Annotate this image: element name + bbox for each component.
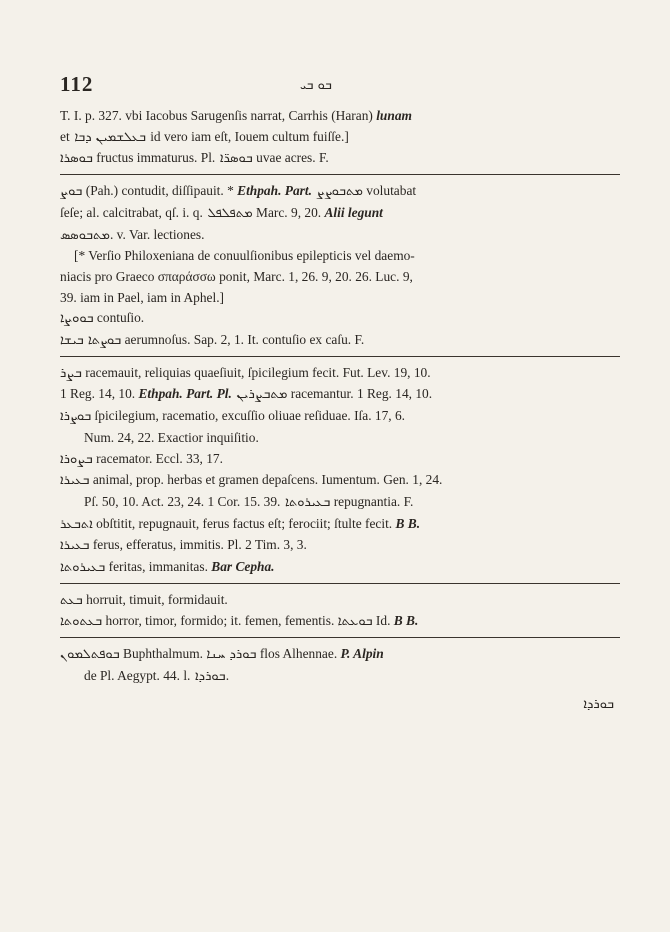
text-run: F. [354,332,365,348]
syriac-word: ܒܘܦܬܠܡܘܢ [60,647,120,663]
text-line-l13 [60,384,620,406]
syriac-word: ܒܥܝܪܘܬܐ [280,494,331,510]
page-body [60,106,620,715]
text-run: cultum fuiſſe.] [268,128,349,144]
text-run: fructus immaturus. [92,150,201,166]
syriac-word: ܒܥܝܪܘܬܐ [60,560,106,576]
text-run: . [225,667,230,683]
running-head: ܒܘ ܒܝ [300,78,332,93]
text-run: femen, fementis. [241,613,338,629]
text-run: uvae acres. [252,150,319,166]
entry-separator-rule [60,174,620,175]
text-run: obſtitit, repugnauit, ferus factus eſt; ferociit; ſtulte fecit. [92,515,396,531]
text-run: [* Verſio Philoxeniana de conuulſionibus epilepticis vel daemo- [74,248,415,264]
text-run: F. [318,150,329,166]
text-line-l14 [60,406,620,428]
text-line-l16 [60,449,620,471]
text-run: contuſio. [93,310,145,326]
text-run: horror, timor, formido; [102,613,231,629]
text-line-l21 [60,557,620,579]
text-run: feritas, immanitas. [105,559,212,575]
text-run: aerumnoſus. Sap. 2, 1. [121,332,248,348]
text-run: racemantur. 1 Reg. 14, 10. [287,386,433,402]
text-run: Iumentum. Gen. 1, 24. [318,472,443,488]
text-run: ſpicilegium, racematio, excuſſio oliuae reſiduae. Iſa. 17, 6. [91,408,406,424]
text-run: repugnantia. [330,493,404,509]
text-line-l19 [60,514,620,536]
text-run: B B. [393,613,419,629]
text-run: ſeſe; [60,204,87,220]
text-line-l23 [60,611,620,633]
text-run: Ethpah. Part. Pl. [138,386,232,402]
text-line-l20 [60,535,620,557]
syriac-word: ܒܥܠܫܡܝܢ ܕܒܐ [69,129,151,145]
text-run: Var. lectiones. [128,226,205,242]
text-run: Bar Cepha. [211,559,275,575]
syriac-word: ܒܘܪܕܐ [583,696,614,712]
text-line-l15 [60,428,620,449]
text-line-l24 [60,644,620,666]
text-line-l10 [60,308,620,330]
syriac-word: ܒܘܨܪܐ [60,409,92,425]
text-run: id vero iam eſt, [150,128,235,144]
text-line-l11 [60,330,620,352]
entry-separator-rule [60,637,620,638]
syriac-word: ܒܘܪܕܐ [190,668,226,684]
text-run: al. [86,204,100,220]
entry-separator-rule [60,356,620,357]
text-run: Pl. [200,150,216,166]
text-run: horruit, timuit, formidauit. [82,591,228,607]
text-run: F. [403,493,414,509]
text-line-l5 [60,203,620,225]
text-run: de Pl. Aegypt. 44. [84,667,184,683]
syriac-word: ܒܘܪܕ ܚܢܐ [206,647,257,663]
text-run: ( [82,183,91,199]
syriac-word: ܒܘܨܬܐ ܒܝܫܐ [60,333,122,349]
syriac-word: ܡܬܒܘܨܨ [311,184,363,200]
text-line-l18 [60,492,620,514]
syriac-word: ܒܘܣܪ̈ܐ [215,151,253,167]
text-run: Fut. [342,364,364,380]
text-line-l2 [60,127,620,149]
text-run: 1 Reg. 14, 10. [60,386,139,402]
page-header [60,72,620,98]
text-run: et [60,128,70,144]
text-run: Alii legunt [324,204,383,220]
text-run: Num. 24, 22. Exactior inquiſitio. [84,429,259,445]
text-line-l25 [60,666,620,688]
text-line-l8 [60,267,620,288]
syriac-word: ܡܬܒܘܣܣ [60,227,110,243]
entry-separator-rule [60,583,620,584]
text-run: Id. [372,613,394,629]
syriac-word: ܒܥܝܪܐ [60,473,90,489]
text-run: . v. [109,226,129,242]
text-run: flos Alhennae. [256,646,341,662]
text-line-l7 [60,246,620,267]
syriac-word: ܒܥܝܪܐ [60,538,90,554]
text-run: qſ. i. q. [165,204,203,220]
text-run: racemator. Eccl. 33, 17. [92,450,223,466]
syriac-word: ܒܘܨ [60,184,83,200]
text-run: Marc. 9, 20. [252,204,325,220]
text-run: volutabat [362,183,417,199]
text-run: Iouem [234,128,269,144]
text-run: niacis pro Graeco [60,268,158,284]
text-run: T. I. p. 327. vbi Iacobus Sarugenſis narrat, Carrhis (Haran) [60,108,377,123]
text-run: ) contudit, diſſipauit. * [113,183,238,199]
syriac-word: ܒܘܣܪܐ [60,151,93,167]
text-run: ferus, efferatus, immitis. [89,537,228,553]
text-run: Pl. [227,537,242,553]
text-run: lunam [376,108,412,123]
syriac-word: ܒܘܥܬܐ [337,614,373,630]
text-run: Lev. 19, 10. [363,364,431,380]
syriac-word: ܡܬܦܠܦܠ [202,205,253,221]
text-line-l12 [60,363,620,385]
text-line-l6 [60,225,620,247]
text-run: B B. [395,515,421,531]
text-run: animal, [89,472,136,488]
syriac-word: ܡܬܒܨܪܝܢ [231,387,288,403]
text-run: σπαράσσω [157,268,216,284]
text-run: Pſ. 50, 10. Act. 23, 24. 1 Cor. 15. 39. [84,493,281,509]
syriac-word: ܒܥܬ [60,592,83,608]
text-run: Buphthalmum. [119,646,207,662]
text-run: it. [230,613,242,629]
syriac-word: ܒܘܘܨܐ [60,311,94,327]
page-number: 112 [60,72,94,96]
text-run: ponit, Marc. 1, 26. 9, 20. 26. Luc. 9, [215,268,413,284]
text-run: P. Alpin [340,646,384,662]
text-line-l3 [60,148,620,170]
text-run: racemauit, reliquias quaeſiuit, ſpicilegium fecit. [81,364,343,380]
text-run: 2 Tim. 3, 3. [241,537,307,553]
text-line-l22 [60,590,620,612]
text-line-l26 [60,694,620,716]
text-run: l. [183,667,191,683]
text-run: prop. herbas et gramen depaſcens. [135,472,319,488]
text-line-l17 [60,470,620,492]
text-run: contuſio ex caſu. [258,332,355,348]
syriac-word: ܒܨܘܪܐ [60,451,93,467]
text-run: Ethpah. Part. [237,183,312,199]
syriac-word: ܐܬܒܥܪ [60,516,93,532]
syriac-word: ܒܥܬܘܬܐ [60,614,103,630]
text-line-l4 [60,181,620,203]
text-run: calcitrabat, [99,204,166,220]
syriac-word: ܒܨܪ [60,365,82,381]
text-line-l1 [60,106,620,127]
text-line-l9 [60,288,620,309]
text-run: 39. iam in Pael, iam in Aphel.] [60,289,225,305]
text-run: Pah. [90,183,114,199]
text-run: It. [247,332,259,348]
